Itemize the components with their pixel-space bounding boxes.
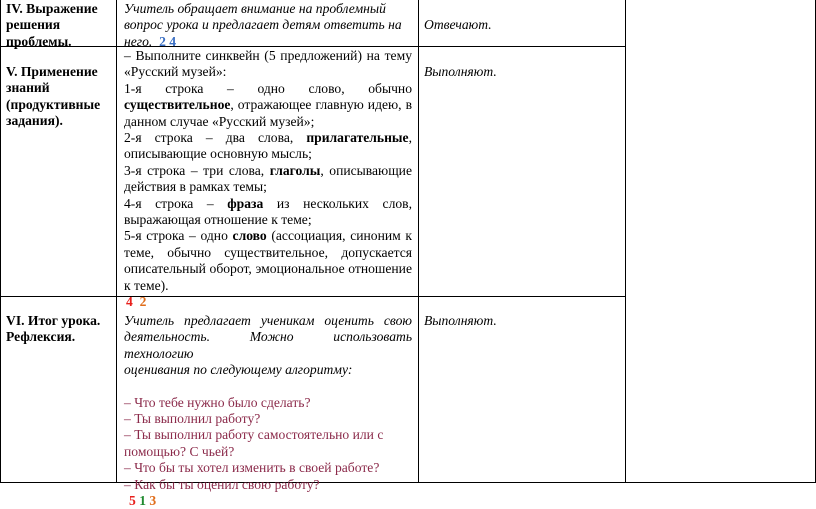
column-divider (625, 0, 626, 483)
keyword: прилагательные (306, 130, 409, 146)
teacher-text: оценивания по следующему алгоритму: (124, 362, 353, 378)
question-item: – Что тебе нужно было сделать? (124, 394, 311, 410)
task-text: – Выполните синквейн (5 предложений) на тему (124, 48, 412, 63)
stage-text: IV. Выражение (6, 1, 98, 16)
stage-text: решения (6, 17, 61, 33)
question-item: – Что бы ты хотел изменить в своей работе? (124, 460, 380, 476)
question-item: – Как бы ты оценил свою работу? (124, 476, 320, 492)
question-item: – Ты выполнил работу самостоятельно или с (124, 427, 384, 443)
teacher-cell-v (124, 48, 412, 311)
teacher-text: Учитель предлагает ученикам оценить свою (124, 313, 412, 328)
stage-number: 3 (149, 493, 157, 509)
task-text: теме, обычно существительное, допускается (124, 244, 412, 260)
student-text: Отвечают. (424, 17, 492, 32)
reflection-questions (124, 395, 412, 493)
spacer (124, 379, 412, 395)
stage-text: проблемы. (6, 33, 72, 49)
task-text: 3-я строка – три слова, (124, 162, 265, 178)
stage-text: Рефлексия. (6, 329, 76, 345)
task-text: , (408, 130, 412, 146)
table-border-left (0, 0, 1, 483)
task-text: к теме). (124, 277, 169, 293)
teacher-cell-vi (124, 313, 412, 509)
stage-number: 1 (139, 493, 146, 509)
column-divider (418, 0, 419, 483)
task-text: (ассоциация, синоним к (271, 228, 412, 244)
teacher-instruction (124, 313, 412, 379)
teacher-text: вопрос урока и предлагает детям ответить на (124, 17, 402, 33)
task-text: действия в рамках темы; (124, 179, 267, 195)
keyword: существительное (124, 97, 231, 113)
stage-number: 5 (129, 493, 136, 509)
task-text: , отражающее главную идею, в (230, 97, 412, 113)
task-text: описывающие основную мысль; (124, 146, 312, 162)
keyword: слово (232, 228, 267, 244)
stage-numbers (124, 493, 412, 509)
task-text: 4-я строка – (124, 195, 214, 211)
stage-cell-iv (6, 1, 114, 50)
keyword: фраза (227, 195, 264, 211)
stage-numbers (124, 294, 412, 310)
task-line-1: 1-я строка – одно слово, обычно (124, 80, 412, 96)
task-text: из нескольких слов, (276, 195, 412, 211)
task-text: «Русский музей»: (124, 64, 227, 80)
stage-text: V. Применение (6, 64, 98, 79)
task-line-4 (124, 196, 412, 212)
stage-cell-vi (6, 313, 114, 346)
student-cell-iv (424, 17, 620, 33)
student-text: Выполняют. (424, 313, 497, 328)
student-text: Выполняют. (424, 64, 497, 79)
stage-number: 4 (126, 294, 133, 310)
task-line-3 (124, 163, 412, 179)
teacher-text: Учитель обращает внимание на проблемный (124, 1, 386, 16)
task-text: 5-я строка – одно (124, 228, 228, 244)
stage-number: 2 (159, 33, 166, 49)
column-divider (116, 0, 117, 483)
stage-number: 4 (169, 33, 177, 49)
teacher-cell-iv (124, 1, 414, 50)
task-line-1 (124, 97, 412, 113)
task-text: выражающая отношение к теме; (124, 212, 312, 228)
task-text: , описывающие (320, 162, 412, 178)
task-text: 2-я строка – два слова, (124, 130, 294, 146)
task-text: описательный оборот, эмоциональное отношение (124, 261, 412, 277)
student-cell-v (424, 64, 620, 80)
stage-number: 2 (139, 294, 147, 310)
stage-text: VI. Итог урока. (6, 313, 101, 328)
stage-text: знаний (6, 80, 50, 96)
stage-text: (продуктивные (6, 96, 101, 112)
teacher-text: деятельность. Можно использовать технологию (124, 329, 412, 361)
task-line-2 (124, 130, 412, 146)
task-line-5 (124, 228, 412, 244)
keyword: глаголы (269, 162, 321, 178)
stage-text: задания). (6, 113, 63, 129)
stage-cell-v (6, 64, 114, 130)
question-item: – Ты выполнил работу? (124, 411, 261, 427)
task-text: данном случае «Русский музей»; (124, 113, 315, 129)
question-item: помощью? С чьей? (124, 443, 235, 459)
teacher-text: него. (124, 33, 153, 49)
student-cell-vi (424, 313, 620, 329)
